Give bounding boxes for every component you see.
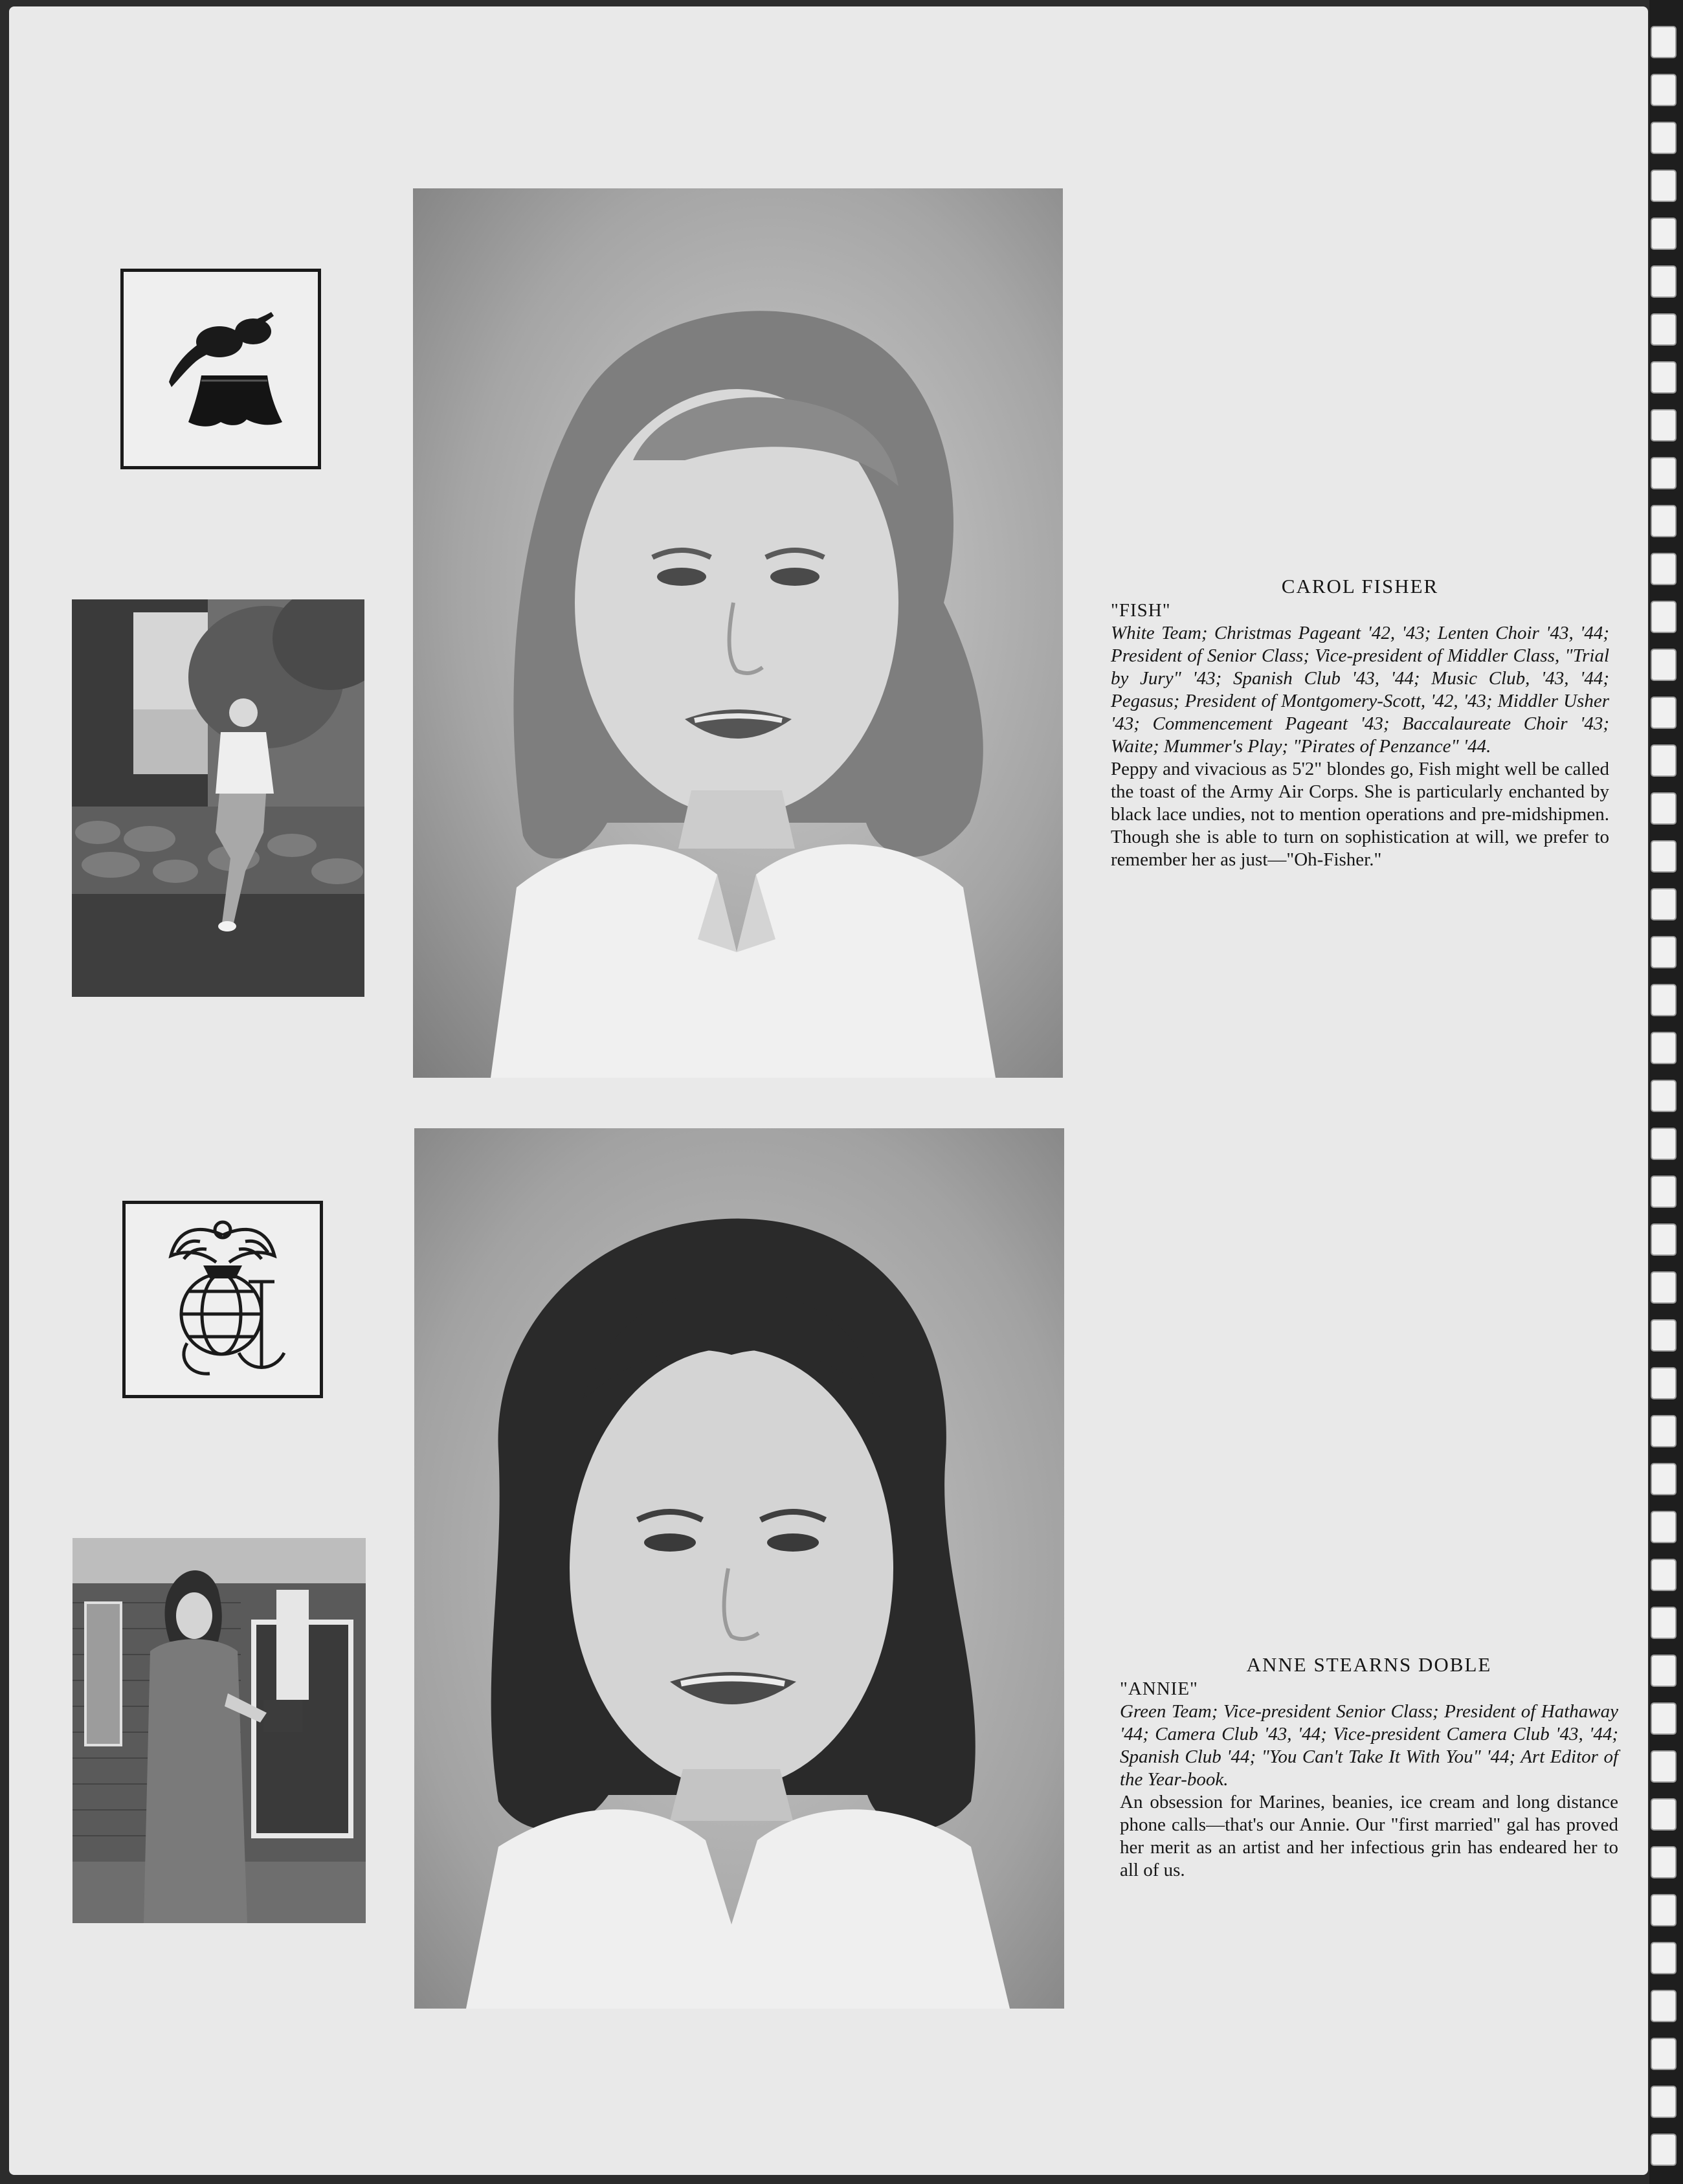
binding-ring bbox=[1651, 74, 1677, 106]
student-name: CAROL FISHER bbox=[1281, 575, 1439, 597]
binding-ring bbox=[1651, 1990, 1677, 2022]
binding-ring bbox=[1651, 2086, 1677, 2118]
binding-ring bbox=[1651, 1942, 1677, 1974]
binding-ring bbox=[1651, 1223, 1677, 1256]
wings-and-lace-undies-icon bbox=[120, 269, 321, 469]
binding-ring bbox=[1651, 1607, 1677, 1639]
bio-carol-fisher bbox=[1111, 574, 1609, 871]
binding-ring bbox=[1651, 1894, 1677, 1926]
binding-ring bbox=[1651, 313, 1677, 346]
binding-ring bbox=[1651, 457, 1677, 489]
binding-ring bbox=[1651, 265, 1677, 298]
marine-eagle-globe-anchor-icon bbox=[122, 1201, 323, 1398]
binding-ring bbox=[1651, 1798, 1677, 1831]
binding-ring bbox=[1651, 361, 1677, 394]
binding-ring bbox=[1651, 1032, 1677, 1064]
portrait-carol-fisher bbox=[413, 188, 1063, 1078]
binding-ring bbox=[1651, 792, 1677, 825]
binding-ring bbox=[1651, 1080, 1677, 1112]
portrait-anne-stearns-doble bbox=[414, 1128, 1064, 2009]
binding-ring bbox=[1651, 984, 1677, 1016]
binding-ring bbox=[1651, 1128, 1677, 1160]
student-activities: Green Team; Vice-president Senior Class; President of Hathaway '44; Camera Club '43, '44; Vice-president Camera Club '43, '44; Spanish Club '44; "You Can't Take It With You" '44; Art Editor of the Year-book. bbox=[1120, 1701, 1618, 1790]
binding-ring bbox=[1651, 553, 1677, 585]
student-description: Peppy and vivacious as 5'2" blondes go, Fish might well be called the toast of the Army Air Corps. She is particularly enchanted by black lace undies, not to mention operations and pre-midshipmen. Though she is able to turn on sophistication at will, we prefer to remember her as just—"Oh-Fisher." bbox=[1111, 759, 1609, 870]
student-nickname: "ANNIE" bbox=[1120, 1678, 1198, 1699]
binding-ring bbox=[1651, 170, 1677, 202]
binding-ring bbox=[1651, 1702, 1677, 1735]
binding-ring bbox=[1651, 649, 1677, 681]
binding-ring bbox=[1651, 1367, 1677, 1399]
binding-ring bbox=[1651, 1176, 1677, 1208]
binding-ring bbox=[1651, 1319, 1677, 1352]
binding-ring bbox=[1651, 1750, 1677, 1783]
binding-ring bbox=[1651, 1655, 1677, 1687]
student-activities: White Team; Christmas Pageant '42, '43; Lenten Choir '43, '44; President of Senior Class; Vice-president of Middler Class, "Trial by Jury" '43; Spanish Club '43, '44; Music Club, '43, '44; Pegasus; President of Montgomery-Scott, '42, '43; Middler Usher '43; Commencement Pageant '43; Baccalaureate Choir '43; Waite; Mummer's Play; "Pirates of Penzance" '44. bbox=[1111, 623, 1609, 757]
binding-ring bbox=[1651, 1846, 1677, 1878]
binding-ring bbox=[1651, 505, 1677, 537]
binding-ring bbox=[1651, 601, 1677, 633]
binding-ring bbox=[1651, 409, 1677, 441]
binding-ring bbox=[1651, 2038, 1677, 2070]
binding-ring bbox=[1651, 26, 1677, 58]
binding-ring bbox=[1651, 217, 1677, 250]
binding-ring bbox=[1651, 1559, 1677, 1591]
binding-ring bbox=[1651, 2134, 1677, 2166]
binding-ring bbox=[1651, 840, 1677, 873]
binding-ring bbox=[1651, 888, 1677, 920]
candid-photo-building-entrance bbox=[72, 1538, 366, 1923]
binding-ring bbox=[1651, 1463, 1677, 1495]
binding-ring bbox=[1651, 936, 1677, 968]
bio-anne-stearns-doble bbox=[1120, 1652, 1618, 1882]
student-description: An obsession for Marines, beanies, ice cream and long distance phone calls—that's our Annie. Our "first married" gal has proved her merit as an artist and her infectious grin has endeared her to all of us. bbox=[1120, 1792, 1618, 1880]
binding-ring bbox=[1651, 696, 1677, 729]
binding-ring bbox=[1651, 1415, 1677, 1447]
binding-ring bbox=[1651, 1271, 1677, 1304]
student-name: ANNE STEARNS DOBLE bbox=[1246, 1653, 1492, 1676]
student-nickname: "FISH" bbox=[1111, 600, 1171, 621]
binding-ring bbox=[1651, 744, 1677, 777]
binding-ring bbox=[1651, 122, 1677, 154]
binding-ring bbox=[1651, 1511, 1677, 1543]
candid-photo-stone-wall bbox=[72, 599, 364, 997]
